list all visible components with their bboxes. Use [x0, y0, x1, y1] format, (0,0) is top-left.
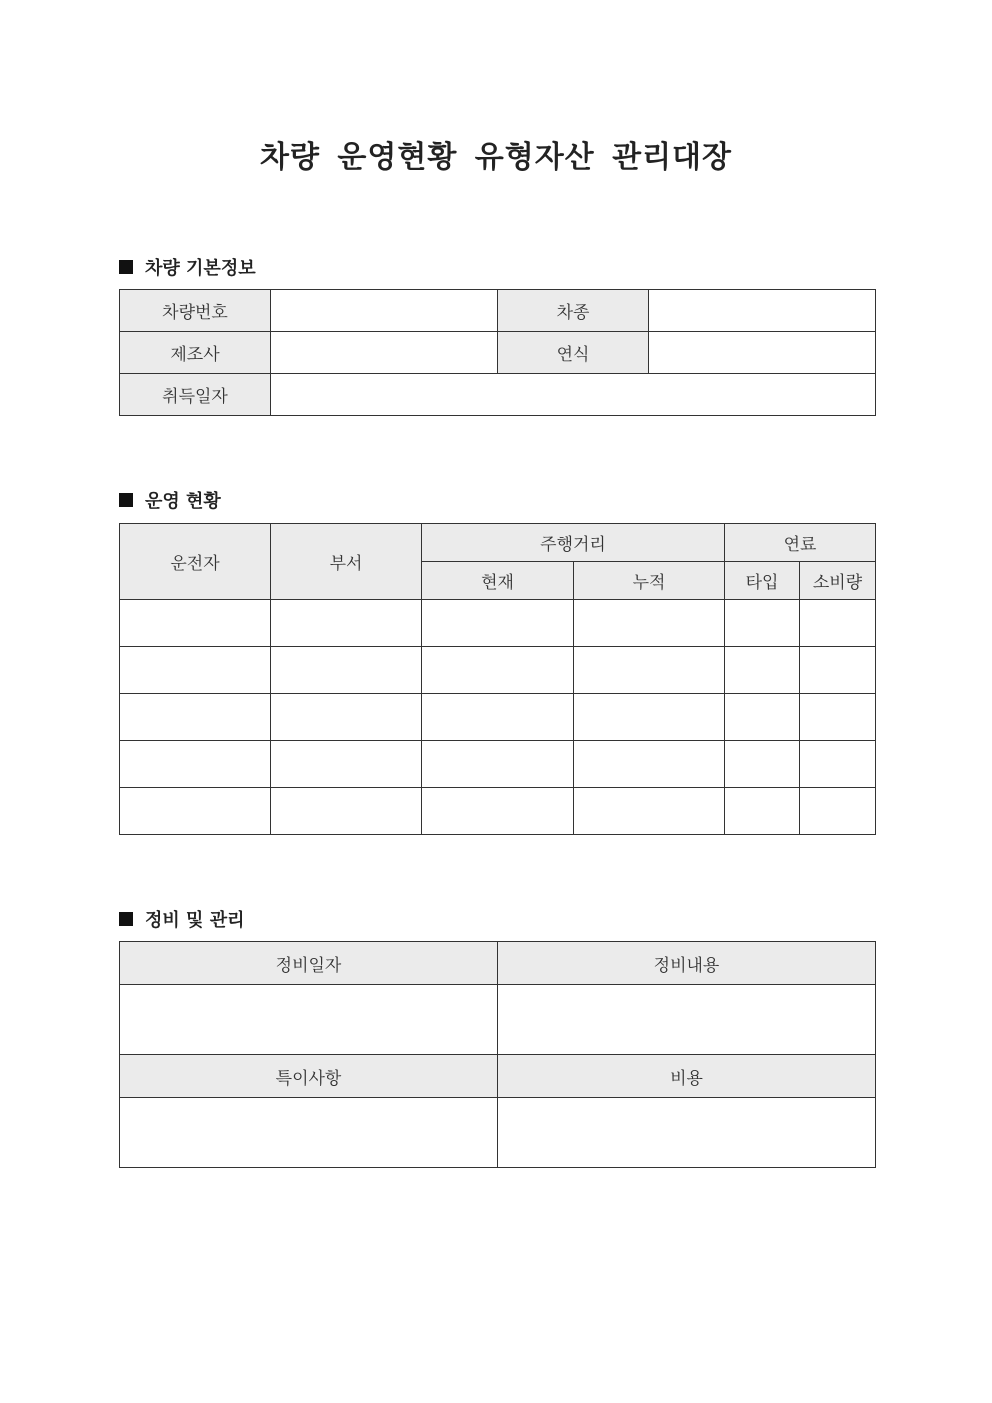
consumption-cell[interactable] — [800, 741, 876, 788]
maintenance-table — [119, 941, 876, 1168]
table-row — [120, 600, 876, 647]
maker-field[interactable] — [271, 332, 498, 374]
section-heading-operation-label: 운영 현황 — [145, 491, 221, 512]
square-bullet-icon — [119, 912, 133, 926]
operation-table — [119, 523, 876, 835]
consumption-cell[interactable] — [800, 647, 876, 694]
model-label: 차종 — [498, 290, 649, 332]
consumption-cell[interactable] — [800, 694, 876, 741]
basic-info-table — [119, 289, 876, 416]
table-row — [120, 374, 876, 416]
dept-cell[interactable] — [271, 694, 422, 741]
table-row — [120, 788, 876, 835]
table-row — [120, 694, 876, 741]
notes-field[interactable] — [120, 1098, 498, 1168]
table-row — [120, 1098, 876, 1168]
fuel-type-cell[interactable] — [725, 741, 800, 788]
section-heading-maintenance — [119, 906, 244, 932]
cumulative-distance-cell[interactable] — [574, 741, 725, 788]
table-row — [120, 741, 876, 788]
consumption-cell[interactable] — [800, 600, 876, 647]
model-field[interactable] — [649, 290, 876, 332]
driver-cell[interactable] — [120, 741, 271, 788]
dept-cell[interactable] — [271, 600, 422, 647]
maker-label: 제조사 — [120, 332, 271, 374]
current-distance-cell[interactable] — [422, 694, 574, 741]
fuel-type-cell[interactable] — [725, 788, 800, 835]
driver-cell[interactable] — [120, 600, 271, 647]
notes-header: 특이사항 — [120, 1055, 498, 1098]
table-row — [120, 290, 876, 332]
cost-header: 비용 — [498, 1055, 876, 1098]
table-header-row — [120, 524, 876, 562]
current-distance-cell[interactable] — [422, 741, 574, 788]
dept-cell[interactable] — [271, 788, 422, 835]
maint-date-header: 정비일자 — [120, 942, 498, 985]
plate-field[interactable] — [271, 290, 498, 332]
consumption-header: 소비량 — [800, 562, 876, 600]
cumulative-header: 누적 — [574, 562, 725, 600]
square-bullet-icon — [119, 493, 133, 507]
dept-cell[interactable] — [271, 741, 422, 788]
driver-cell[interactable] — [120, 694, 271, 741]
cumulative-distance-cell[interactable] — [574, 788, 725, 835]
fuel-type-cell[interactable] — [725, 600, 800, 647]
section-heading-basic — [119, 254, 256, 280]
maint-content-header: 정비내용 — [498, 942, 876, 985]
current-distance-cell[interactable] — [422, 788, 574, 835]
fuel-type-cell[interactable] — [725, 647, 800, 694]
year-label: 연식 — [498, 332, 649, 374]
driver-cell[interactable] — [120, 647, 271, 694]
section-heading-basic-label: 차량 기본정보 — [145, 258, 256, 279]
year-field[interactable] — [649, 332, 876, 374]
driver-cell[interactable] — [120, 788, 271, 835]
page-title: 차량 운영현황 유형자산 관리대장 — [259, 140, 733, 175]
table-header-row — [120, 1055, 876, 1098]
dept-cell[interactable] — [271, 647, 422, 694]
table-row — [120, 985, 876, 1055]
maint-content-field[interactable] — [498, 985, 876, 1055]
current-distance-cell[interactable] — [422, 647, 574, 694]
consumption-cell[interactable] — [800, 788, 876, 835]
maint-date-field[interactable] — [120, 985, 498, 1055]
table-header-row — [120, 942, 876, 985]
table-row — [120, 647, 876, 694]
cost-field[interactable] — [498, 1098, 876, 1168]
acquired-field[interactable] — [271, 374, 876, 416]
fuel-type-header: 타입 — [725, 562, 800, 600]
driver-header: 운전자 — [120, 524, 271, 600]
current-header: 현재 — [422, 562, 574, 600]
distance-header: 주행거리 — [422, 524, 725, 562]
current-distance-cell[interactable] — [422, 600, 574, 647]
square-bullet-icon — [119, 260, 133, 274]
plate-label: 차량번호 — [120, 290, 271, 332]
section-heading-maintenance-label: 정비 및 관리 — [145, 910, 245, 931]
fuel-header: 연료 — [725, 524, 876, 562]
acquired-label: 취득일자 — [120, 374, 271, 416]
cumulative-distance-cell[interactable] — [574, 647, 725, 694]
table-row — [120, 332, 876, 374]
cumulative-distance-cell[interactable] — [574, 600, 725, 647]
fuel-type-cell[interactable] — [725, 694, 800, 741]
dept-header: 부서 — [271, 524, 422, 600]
section-heading-operation — [119, 487, 221, 513]
cumulative-distance-cell[interactable] — [574, 694, 725, 741]
